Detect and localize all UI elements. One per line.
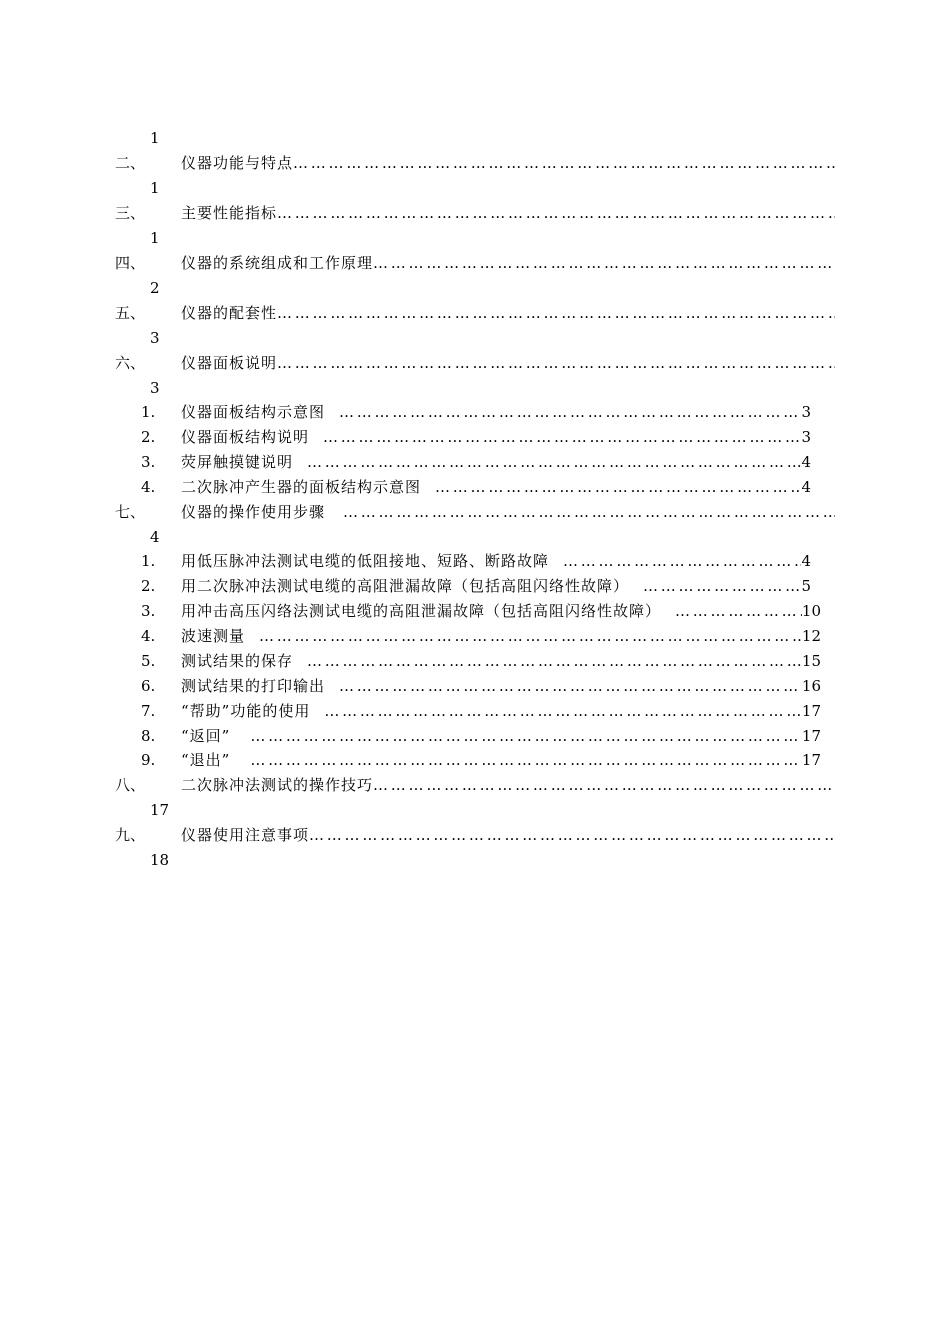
toc-section-entry[interactable] xyxy=(181,202,835,224)
toc-sub-number: 8. xyxy=(141,727,156,745)
toc-leader-dots xyxy=(250,725,802,747)
toc-sub-number: 2. xyxy=(141,428,156,446)
toc-section-title: 仪器的系统组成和工作原理 xyxy=(181,254,374,272)
toc-sub-entry[interactable] xyxy=(181,476,811,498)
toc-leader-dots xyxy=(277,202,835,224)
toc-page-number: 17 xyxy=(150,801,170,819)
toc-leader-dots xyxy=(324,700,802,722)
toc-page-number: 3 xyxy=(150,329,160,347)
toc-sub-title: 用冲击高压闪络法测试电缆的高阻泄漏故障（包括高阻闪络性故障） xyxy=(181,602,662,620)
toc-sub-title: 用二次脉冲法测试电缆的高阻泄漏故障（包括高阻闪络性故障） xyxy=(181,577,630,595)
toc-sub-page: 3 xyxy=(801,428,811,446)
toc-sub-page: 12 xyxy=(801,627,821,645)
toc-sub-entry[interactable] xyxy=(181,675,821,697)
toc-leader-dots xyxy=(643,575,801,597)
toc-leader-dots xyxy=(277,302,835,324)
toc-sub-number: 3. xyxy=(141,453,156,471)
toc-sub-title: 用低压脉冲法测试电缆的低阻接地、短路、断路故障 xyxy=(181,552,550,570)
toc-section-entry[interactable] xyxy=(181,252,835,274)
toc-sub-number: 5. xyxy=(141,652,156,670)
toc-leader-dots xyxy=(307,650,802,672)
toc-sub-entry[interactable] xyxy=(181,575,811,597)
toc-sub-page: 16 xyxy=(801,677,821,695)
toc-leader-dots xyxy=(373,252,835,274)
toc-sub-number: 4. xyxy=(141,627,156,645)
toc-sub-page: 17 xyxy=(801,751,821,769)
toc-page-number: 18 xyxy=(150,851,170,869)
toc-leader-dots xyxy=(563,550,801,572)
toc-section-number: 四、 xyxy=(115,254,146,272)
toc-section-entry[interactable] xyxy=(181,302,835,324)
toc-page-number: 1 xyxy=(150,229,160,247)
toc-leader-dots xyxy=(259,625,802,647)
toc-section-number: 三、 xyxy=(115,204,146,222)
toc-leader-dots xyxy=(307,451,801,473)
toc-sub-title: 测试结果的打印输出 xyxy=(181,677,326,695)
toc-sub-title: 仪器面板结构示意图 xyxy=(181,403,326,421)
toc-sub-page: 3 xyxy=(801,403,811,421)
toc-sub-page: 5 xyxy=(801,577,811,595)
toc-sub-page: 17 xyxy=(801,702,821,720)
toc-section-number: 六、 xyxy=(115,354,146,372)
toc-leader-dots xyxy=(343,501,835,523)
toc-section-title: 仪器功能与特点 xyxy=(181,154,294,172)
toc-section-entry[interactable] xyxy=(181,824,835,846)
toc-section-number: 九、 xyxy=(115,826,146,844)
toc-section-number: 七、 xyxy=(115,503,146,521)
toc-section-entry[interactable] xyxy=(181,501,835,523)
toc-sub-page: 10 xyxy=(801,602,821,620)
toc-sub-number: 6. xyxy=(141,677,156,695)
toc-sub-number: 1. xyxy=(141,552,156,570)
toc-sub-entry[interactable] xyxy=(181,749,821,771)
toc-sub-title: 二次脉冲产生器的面板结构示意图 xyxy=(181,478,422,496)
toc-sub-entry[interactable] xyxy=(181,426,811,448)
toc-sub-entry[interactable] xyxy=(181,600,821,622)
toc-leader-dots xyxy=(293,152,835,174)
toc-page-number: 3 xyxy=(150,379,160,397)
toc-leader-dots xyxy=(250,749,802,771)
toc-page-number: 1 xyxy=(150,179,160,197)
toc-section-title: 仪器使用注意事项 xyxy=(181,826,310,844)
toc-sub-entry[interactable] xyxy=(181,625,821,647)
toc-sub-title: 仪器面板结构说明 xyxy=(181,428,310,446)
toc-section-entry[interactable] xyxy=(181,774,835,796)
toc-sub-number: 1. xyxy=(141,403,156,421)
toc-sub-entry[interactable] xyxy=(181,650,821,672)
toc-sub-title: 测试结果的保存 xyxy=(181,652,294,670)
toc-sub-number: 9. xyxy=(141,751,156,769)
toc-sub-number: 3. xyxy=(141,602,156,620)
toc-sub-title: “返回” xyxy=(181,727,231,745)
toc-section-title: 仪器的配套性 xyxy=(181,304,278,322)
toc-sub-page: 4 xyxy=(801,453,811,471)
toc-sub-page: 17 xyxy=(801,727,821,745)
toc-sub-page: 15 xyxy=(801,652,821,670)
toc-section-title: 仪器的操作使用步骤 xyxy=(181,503,326,521)
toc-section-title: 仪器面板说明 xyxy=(181,354,278,372)
toc-sub-title: 荧屏触摸键说明 xyxy=(181,453,294,471)
toc-leader-dots xyxy=(373,774,835,796)
toc-sub-title: “退出” xyxy=(181,751,231,769)
toc-section-number: 二、 xyxy=(115,154,146,172)
toc-page-number: 1 xyxy=(150,129,160,147)
toc-sub-number: 2. xyxy=(141,577,156,595)
toc-section-title: 主要性能指标 xyxy=(181,204,278,222)
toc-section-title: 二次脉冲法测试的操作技巧 xyxy=(181,776,374,794)
toc-sub-entry[interactable] xyxy=(181,725,821,747)
toc-sub-entry[interactable] xyxy=(181,401,811,423)
toc-section-number: 五、 xyxy=(115,304,146,322)
toc-leader-dots xyxy=(435,476,801,498)
toc-section-number: 八、 xyxy=(115,776,146,794)
toc-leader-dots xyxy=(339,675,802,697)
toc-leader-dots xyxy=(339,401,801,423)
toc-leader-dots xyxy=(675,600,802,622)
toc-page-number: 2 xyxy=(150,279,160,297)
toc-sub-number: 4. xyxy=(141,478,156,496)
toc-section-entry[interactable] xyxy=(181,152,835,174)
toc-page-number: 4 xyxy=(150,528,160,546)
toc-leader-dots xyxy=(323,426,801,448)
toc-leader-dots xyxy=(277,352,835,374)
toc-sub-title: 波速测量 xyxy=(181,627,246,645)
toc-sub-title: “帮助”功能的使用 xyxy=(181,702,311,720)
toc-sub-number: 7. xyxy=(141,702,156,720)
toc-sub-page: 4 xyxy=(801,552,811,570)
toc-sub-entry[interactable] xyxy=(181,700,821,722)
toc-section-entry[interactable] xyxy=(181,352,835,374)
toc-sub-entry[interactable] xyxy=(181,550,811,572)
toc-sub-entry[interactable] xyxy=(181,451,811,473)
toc-leader-dots xyxy=(309,824,835,846)
toc-sub-page: 4 xyxy=(801,478,811,496)
